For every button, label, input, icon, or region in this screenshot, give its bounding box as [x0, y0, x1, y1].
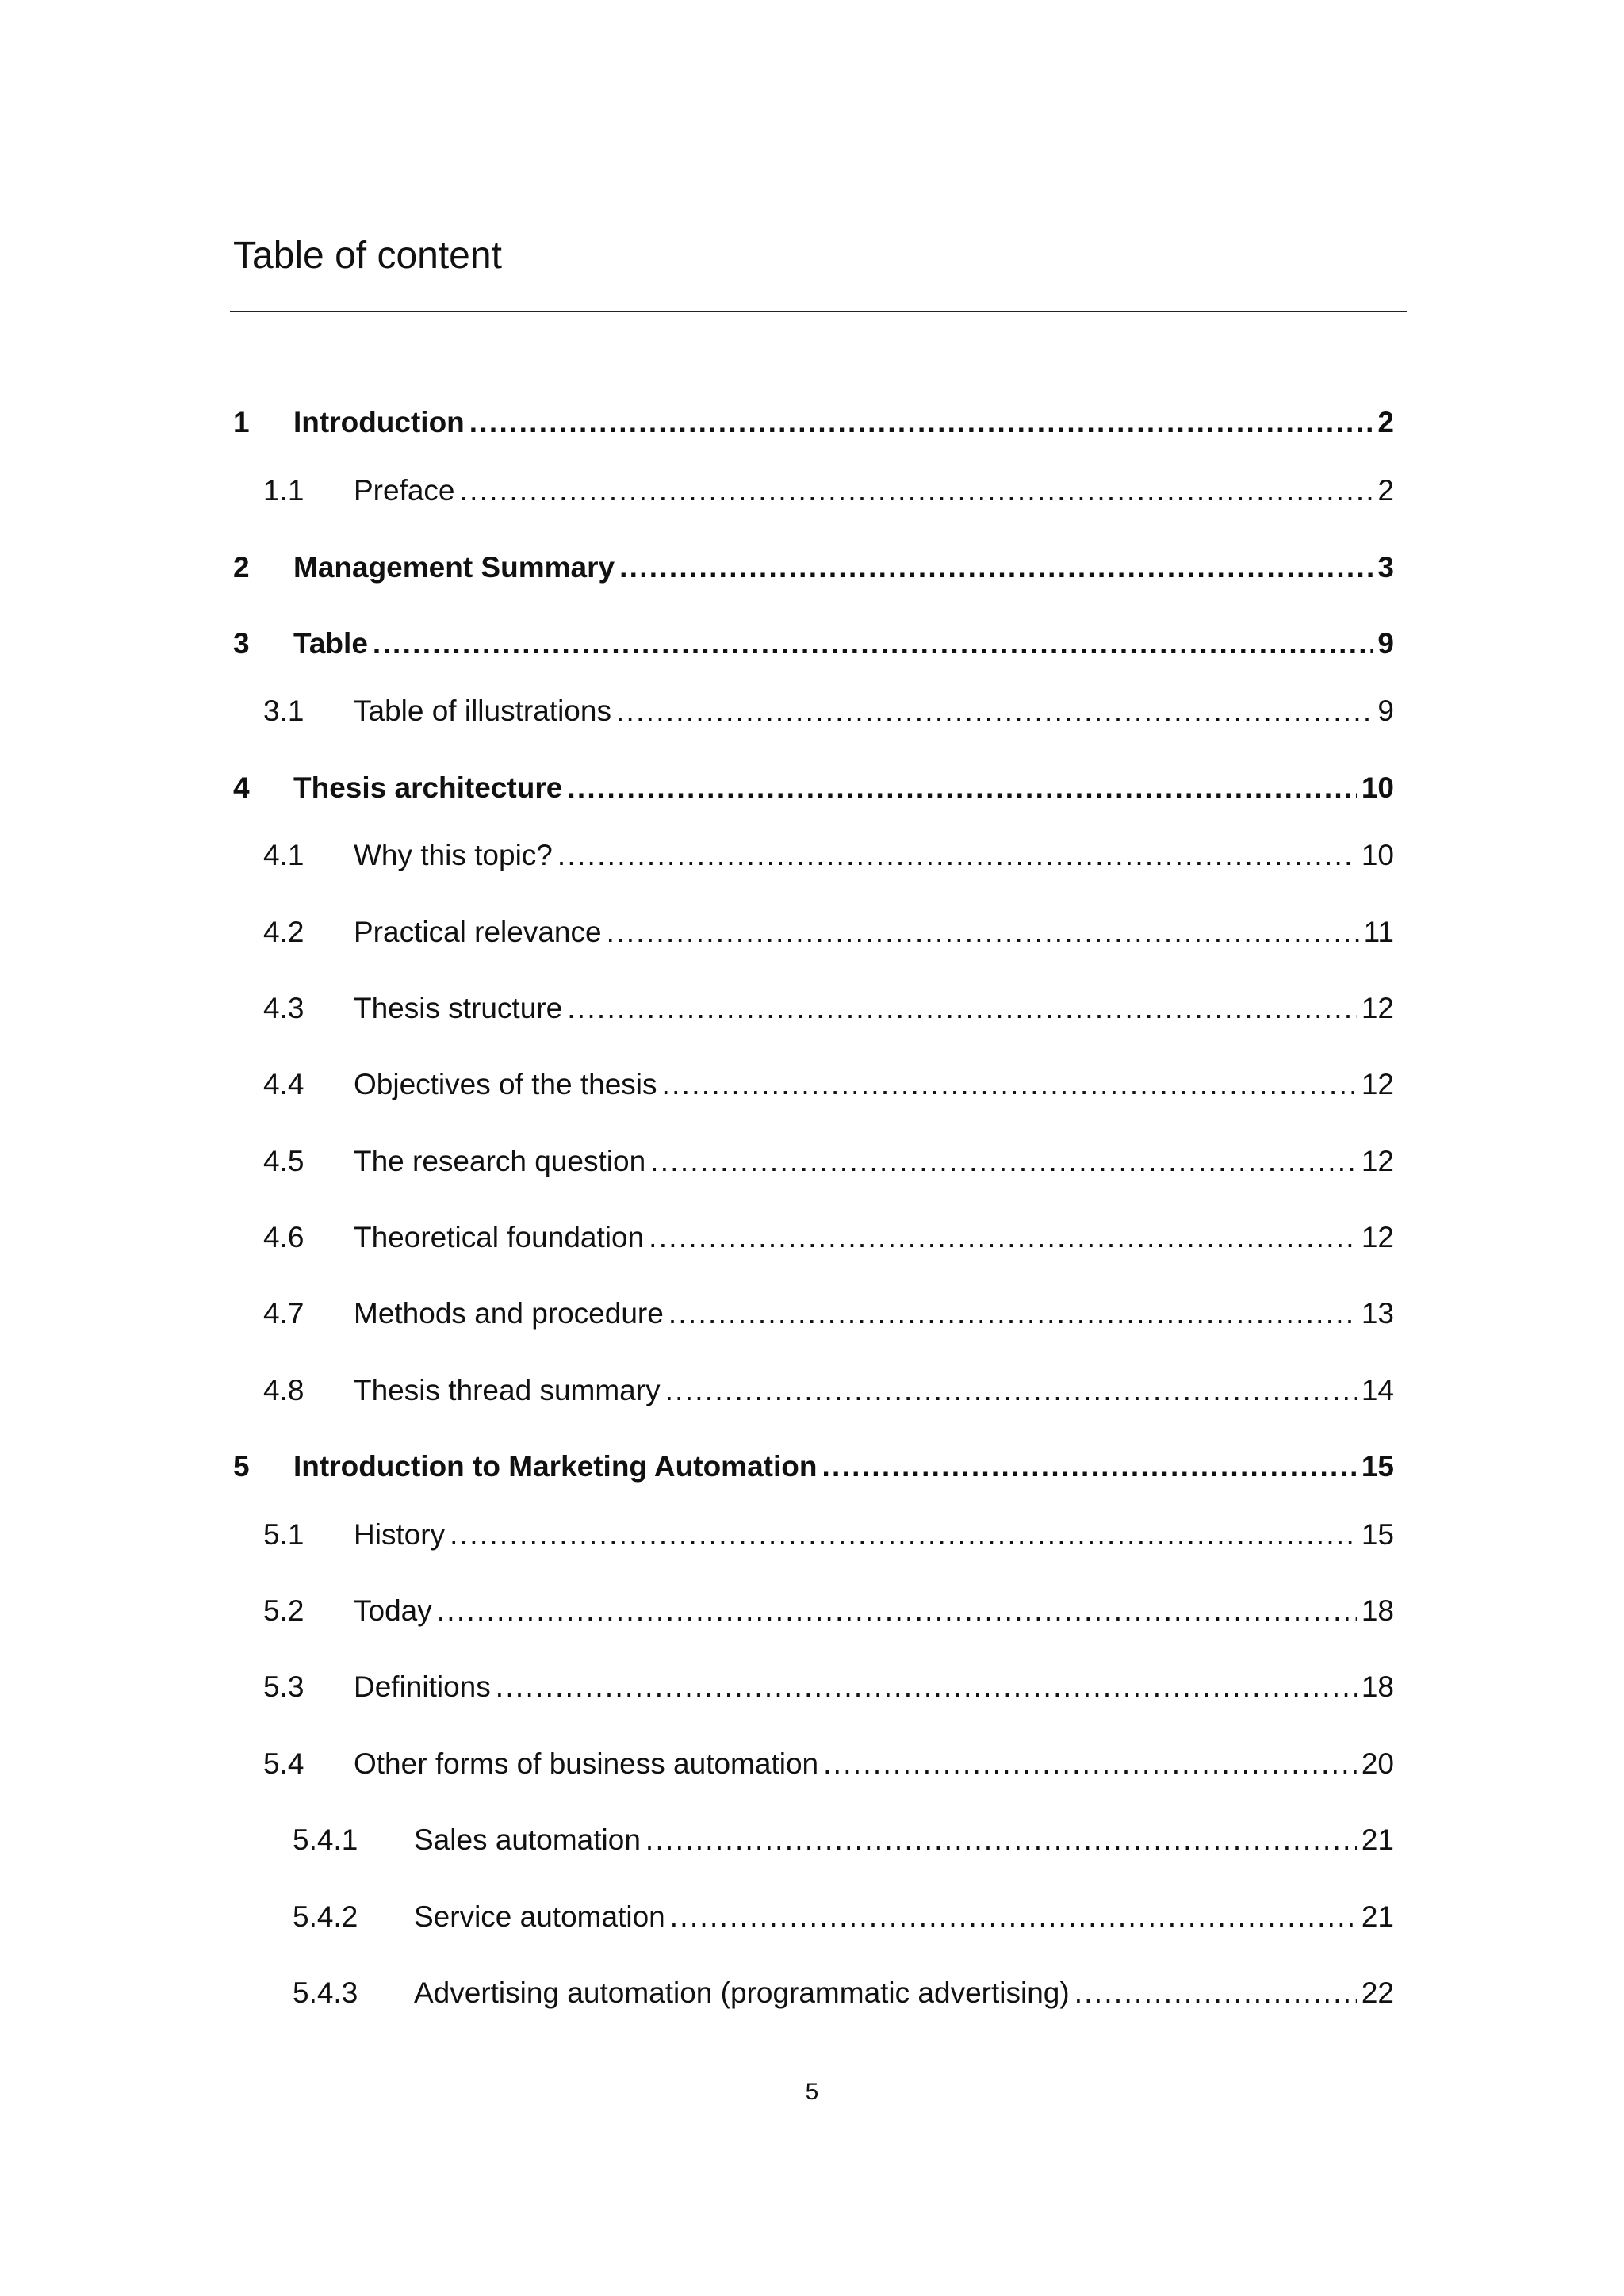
toc-entry-number: 4.2 [263, 916, 304, 948]
toc-entry-number: 1 [233, 406, 250, 438]
toc-entry-page: 9 [1373, 624, 1394, 664]
toc-dot-leader [619, 548, 1373, 587]
toc-entry[interactable] [263, 1371, 1394, 1410]
toc-entry-page: 21 [1357, 1897, 1394, 1937]
toc-entry-page: 21 [1357, 1820, 1394, 1860]
toc-entry-page: 15 [1357, 1515, 1394, 1555]
toc-entry-number: 4.6 [263, 1221, 304, 1253]
toc-entry-number: 1.1 [263, 474, 304, 507]
page-number: 5 [805, 2079, 819, 2105]
toc-entry-title: Table [293, 624, 373, 664]
toc-entry-number: 3.1 [263, 695, 304, 727]
toc-entry-number: 4.5 [263, 1145, 304, 1177]
toc-entry[interactable] [263, 1591, 1394, 1631]
toc-entry-page: 11 [1359, 913, 1394, 952]
toc-dot-leader [823, 1744, 1357, 1784]
toc-dot-leader [496, 1667, 1357, 1707]
toc-entry-title: Sales automation [414, 1820, 645, 1860]
toc-entry-title: The research question [354, 1142, 650, 1181]
toc-entry-number: 2 [233, 551, 250, 584]
toc-entry-title: Methods and procedure [354, 1294, 668, 1334]
toc-entry[interactable] [263, 691, 1394, 731]
toc-entry[interactable] [263, 1744, 1394, 1784]
toc-entry-number: 5.4.1 [293, 1823, 358, 1856]
toc-entry-page: 15 [1357, 1447, 1394, 1487]
toc-entry[interactable] [263, 1065, 1394, 1104]
toc-entry-page: 13 [1357, 1294, 1394, 1334]
toc-entry-number: 3 [233, 627, 250, 660]
toc-dot-leader [437, 1591, 1357, 1631]
toc-dot-leader [616, 691, 1373, 731]
toc-entry-page: 2 [1373, 403, 1394, 442]
toc-entry[interactable] [293, 1897, 1394, 1937]
toc-entry-title: Advertising automation (programmatic advertising) [414, 1973, 1074, 2013]
toc-entry[interactable] [263, 1142, 1394, 1181]
toc-entry-title: Today [354, 1591, 437, 1631]
toc-entry-number: 4.1 [263, 839, 304, 871]
toc-entry-number: 4.4 [263, 1068, 304, 1100]
toc-entry-number: 4.7 [263, 1297, 304, 1330]
toc-entry-number: 5.4.2 [293, 1900, 358, 1933]
toc-entry-title: Theoretical foundation [354, 1218, 649, 1257]
toc-entry[interactable] [233, 403, 1394, 442]
toc-entry-title: Preface [354, 471, 460, 511]
toc-entry-title: Other forms of business automation [354, 1744, 823, 1784]
toc-dot-leader [373, 624, 1373, 664]
toc-entry-page: 3 [1373, 548, 1394, 587]
toc-entry-page: 12 [1357, 1218, 1394, 1257]
toc-dot-leader [567, 989, 1357, 1028]
toc-dot-leader [607, 913, 1359, 952]
toc-entry-title: Thesis thread summary [354, 1371, 665, 1410]
toc-dot-leader [450, 1515, 1357, 1555]
toc-entry-title: Definitions [354, 1667, 496, 1707]
toc-entry-number: 5.3 [263, 1670, 304, 1703]
toc-entry[interactable] [263, 836, 1394, 875]
toc-entry-title: Thesis structure [354, 989, 567, 1028]
toc-dot-leader [670, 1897, 1357, 1937]
toc-entry[interactable] [233, 624, 1394, 664]
toc-entry-title: Practical relevance [354, 913, 607, 952]
toc-entry-number: 4.8 [263, 1374, 304, 1406]
toc-entry-number: 5.2 [263, 1594, 304, 1627]
toc-entry-page: 9 [1373, 691, 1394, 731]
toc-entry-title: Service automation [414, 1897, 670, 1937]
toc-entry[interactable] [263, 1515, 1394, 1555]
toc-entry-page: 12 [1357, 1142, 1394, 1181]
toc-entry-title: Why this topic? [354, 836, 557, 875]
toc-dot-leader [662, 1065, 1357, 1104]
toc-entry-title: Thesis architecture [293, 768, 567, 808]
toc-entry-title: Objectives of the thesis [354, 1065, 662, 1104]
toc-entry-number: 5 [233, 1450, 250, 1483]
toc-dot-leader [665, 1371, 1357, 1410]
toc-entry-number: 4 [233, 771, 250, 804]
toc-dot-leader [649, 1218, 1357, 1257]
toc-dot-leader [567, 768, 1357, 808]
toc-dot-leader [645, 1820, 1357, 1860]
toc-dot-leader [1074, 1973, 1357, 2013]
toc-entry-number: 5.1 [263, 1518, 304, 1551]
toc-entry-page: 12 [1357, 1065, 1394, 1104]
toc-entry[interactable] [263, 913, 1394, 952]
toc-entry-title: History [354, 1515, 450, 1555]
page-title: Table of content [233, 235, 502, 277]
toc-entry-page: 14 [1357, 1371, 1394, 1410]
toc-entry[interactable] [233, 548, 1394, 587]
toc-entry-page: 12 [1357, 989, 1394, 1028]
toc-entry-page: 18 [1357, 1591, 1394, 1631]
toc-dot-leader [668, 1294, 1357, 1334]
toc-entry-page: 10 [1357, 836, 1394, 875]
toc-entry[interactable] [293, 1820, 1394, 1860]
toc-entry-page: 20 [1357, 1744, 1394, 1784]
toc-entry[interactable] [263, 989, 1394, 1028]
toc-entry-page: 10 [1357, 768, 1394, 808]
toc-entry-page: 2 [1373, 471, 1394, 511]
toc-entry[interactable] [263, 1218, 1394, 1257]
toc-dot-leader [460, 471, 1373, 511]
toc-entry[interactable] [233, 768, 1394, 808]
toc-entry-title: Introduction to Marketing Automation [293, 1447, 822, 1487]
toc-entry-number: 4.3 [263, 992, 304, 1024]
toc-entry[interactable] [263, 1294, 1394, 1334]
toc-dot-leader [822, 1447, 1356, 1487]
toc-entry[interactable] [233, 1447, 1394, 1487]
toc-entry[interactable] [263, 471, 1394, 511]
toc-entry-title: Introduction [293, 403, 469, 442]
toc-dot-leader [469, 403, 1373, 442]
toc-dot-leader [557, 836, 1357, 875]
toc-entry-title: Management Summary [293, 548, 619, 587]
toc-entry[interactable] [293, 1973, 1394, 2013]
toc-entry-title: Table of illustrations [354, 691, 616, 731]
toc-entry-number: 5.4.3 [293, 1976, 358, 2009]
toc-entry[interactable] [263, 1667, 1394, 1707]
toc-entry-page: 22 [1357, 1973, 1394, 2013]
toc-entry-number: 5.4 [263, 1747, 304, 1780]
toc-entry-page: 18 [1357, 1667, 1394, 1707]
toc-dot-leader [650, 1142, 1357, 1181]
